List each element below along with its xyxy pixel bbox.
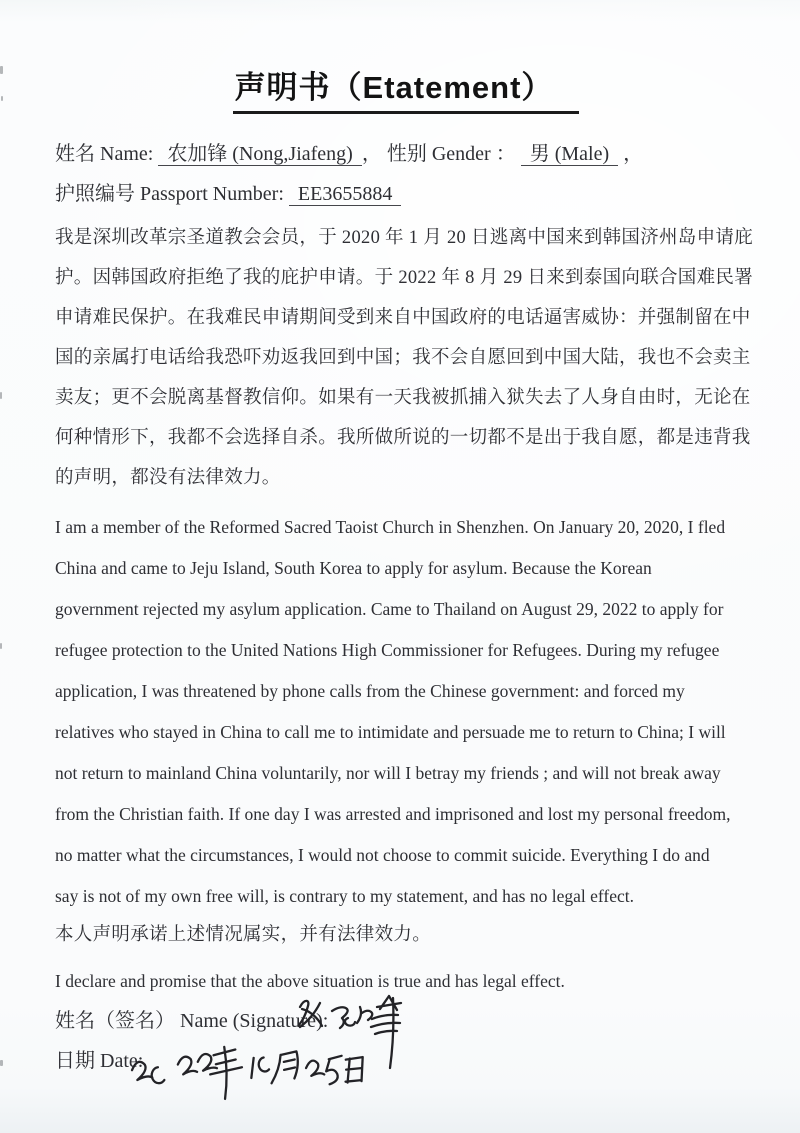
cn-line: 何种情形下，我都不会选择自杀。我所做所说的一切都不是出于我自愿，都是违背我: [55, 427, 751, 448]
en-line: no matter what the circumstances, I would not choose to commit suicide. Everything I do and: [55, 844, 710, 865]
cn-line: 国的亲属打电话给我恐吓劝返我回到中国；我不会自愿回到中国大陆，我也不会卖主: [55, 347, 751, 368]
scan-artifact: [0, 392, 2, 399]
passport-label: 护照编号 Passport Number:: [55, 182, 284, 205]
name-label: 姓名 Name:: [55, 142, 154, 165]
separator-comma: ，: [361, 142, 382, 165]
cn-line: 护。因韩国政府拒绝了我的庇护申请。于 2022 年 8 月 29 日来到泰国向联合国难民署: [55, 267, 754, 288]
en-line: relatives who stayed in China to call me to intimidate and persuade me to return to China; I will: [55, 721, 726, 742]
gender-label: 性别 Gender ：: [386, 142, 516, 165]
scan-artifact: [0, 643, 2, 649]
en-line: refugee protection to the United Nations High Commissioner for Refugees. During my refugee: [55, 639, 720, 660]
name-value: 农加锋 (Nong,Jiafeng): [158, 143, 362, 166]
declaration-cn: 本人声明承诺上述情况属实，并有法律效力。: [55, 924, 432, 945]
declaration-en: I declare and promise that the above situation is true and has legal effect.: [55, 970, 565, 991]
date-handwriting: [117, 1023, 385, 1112]
english-statement-paragraph: [55, 507, 757, 917]
gender-value: 男 (Male): [521, 143, 618, 166]
title-row: [55, 70, 757, 114]
cn-line: 我是深圳改革宗圣道教会会员，于 2020 年 1 月 20 日逃离中国来到韩国济州岛申请庇: [55, 227, 754, 248]
cn-line: 申请难民保护。在我难民申请期间受到来自中国政府的电话逼害威协：并强制留在中: [55, 307, 751, 328]
en-line: I am a member of the Reformed Sacred Taoist Church in Shenzhen. On January 20, 2020, I fled: [55, 516, 726, 537]
cn-line: 卖友；更不会脱离基督教信仰。如果有一天我被抓捕入狱失去了人身自由时，无论在: [55, 387, 751, 408]
cn-line: 的声明，都没有法律效力。: [55, 467, 281, 488]
passport-value: EE3655884: [289, 183, 401, 206]
name-gender-line: [55, 134, 757, 174]
scan-artifact: [1, 96, 3, 101]
en-line: China and came to Jeju Island, South Korea to apply for asylum. Because the Korean: [55, 557, 652, 578]
en-line: not return to mainland China voluntarily, nor will I betray my friends ; and will not break away: [55, 762, 721, 783]
en-line: application, I was threatened by phone calls from the Chinese government: and forced my: [55, 680, 685, 701]
scan-artifact: [0, 1060, 3, 1066]
signature-label: 姓名（签名） Name (Signature):: [55, 1009, 329, 1032]
en-line: government rejected my asylum application. Came to Thailand on August 29, 2022 to apply for: [55, 598, 724, 619]
date-label: 日期 Date:: [55, 1049, 144, 1072]
trailing-comma: ，: [623, 142, 644, 165]
en-line: say is not of my own free will, is contrary to my statement, and has no legal effect.: [55, 885, 634, 906]
scan-artifact: [0, 66, 3, 74]
passport-line: [55, 174, 757, 214]
document-title: 声明书（Etatement）: [233, 70, 580, 114]
chinese-statement-paragraph: [55, 218, 757, 498]
en-line: from the Christian faith. If one day I was arrested and imprisoned and lost my personal freedom,: [55, 803, 731, 824]
